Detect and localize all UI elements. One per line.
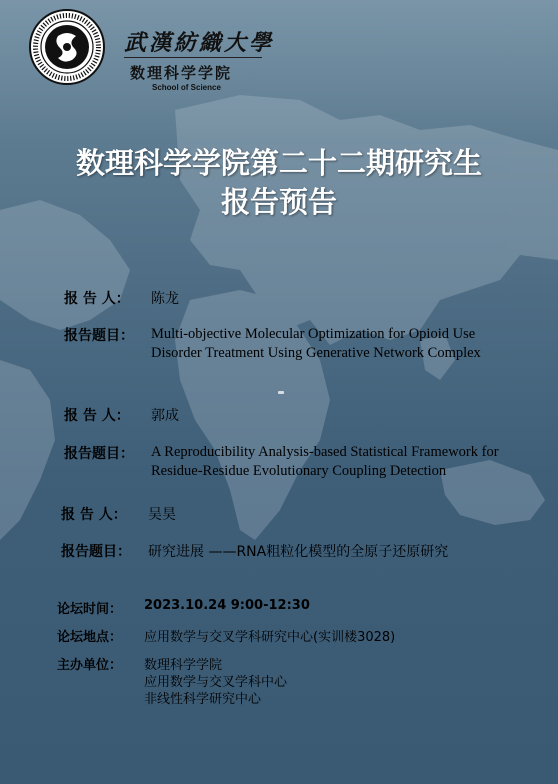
topic-line-3: 研究进展 ——RNA粗粒化模型的全原子还原研究 [148,544,449,560]
topic-line-1a: Multi-objective Molecular Optimization for Opioid Use [151,326,476,342]
title-line-2: 报告预告 [220,185,337,219]
topic-line-1b: Disorder Treatment Using Generative Network Complex [151,345,481,361]
university-name-calligraphy: 武漢紡織大學 [124,30,275,56]
host-label: 主办单位： [57,658,123,673]
speaker-name-3: 吴昊 [148,507,176,523]
speaker-name-1: 陈龙 [151,291,179,307]
school-name-en: School of Science [152,83,221,92]
host-1: 数理科学学院 [144,658,223,673]
topic-label-2: 报告题目： [64,446,134,462]
speaker-label-2: 报 告 人： [64,408,130,424]
speaker-name-2: 郭成 [151,408,179,424]
host-3: 非线性科学研究中心 [144,692,262,707]
school-header [28,8,328,92]
poster-title [0,144,558,222]
topic-line-2b: Residue-Residue Evolutionary Coupling Detection [151,463,447,479]
school-name-cn: 数理科学学院 [130,64,233,82]
title-line-1: 数理科学学院第二十二期研究生 [75,146,482,180]
topic-label-3: 报告题目： [61,544,131,560]
topic-line-2a: A Reproducibility Analysis-based Statistical Framework for [151,444,499,460]
forum-place: 应用数学与交叉学科研究中心(实训楼3028) [144,630,396,645]
decorative-dot [278,391,284,394]
time-label: 论坛时间： [57,602,123,617]
topic-label-1: 报告题目： [64,328,134,344]
place-label: 论坛地点： [57,630,123,645]
speaker-label-3: 报 告 人： [61,507,127,523]
host-2: 应用数学与交叉学科中心 [144,675,288,690]
forum-time: 2023.10.24 9:00-12:30 [144,598,310,613]
university-seal-logo [28,8,106,86]
speaker-label-1: 报 告 人： [64,291,130,307]
header-divider [124,57,262,58]
